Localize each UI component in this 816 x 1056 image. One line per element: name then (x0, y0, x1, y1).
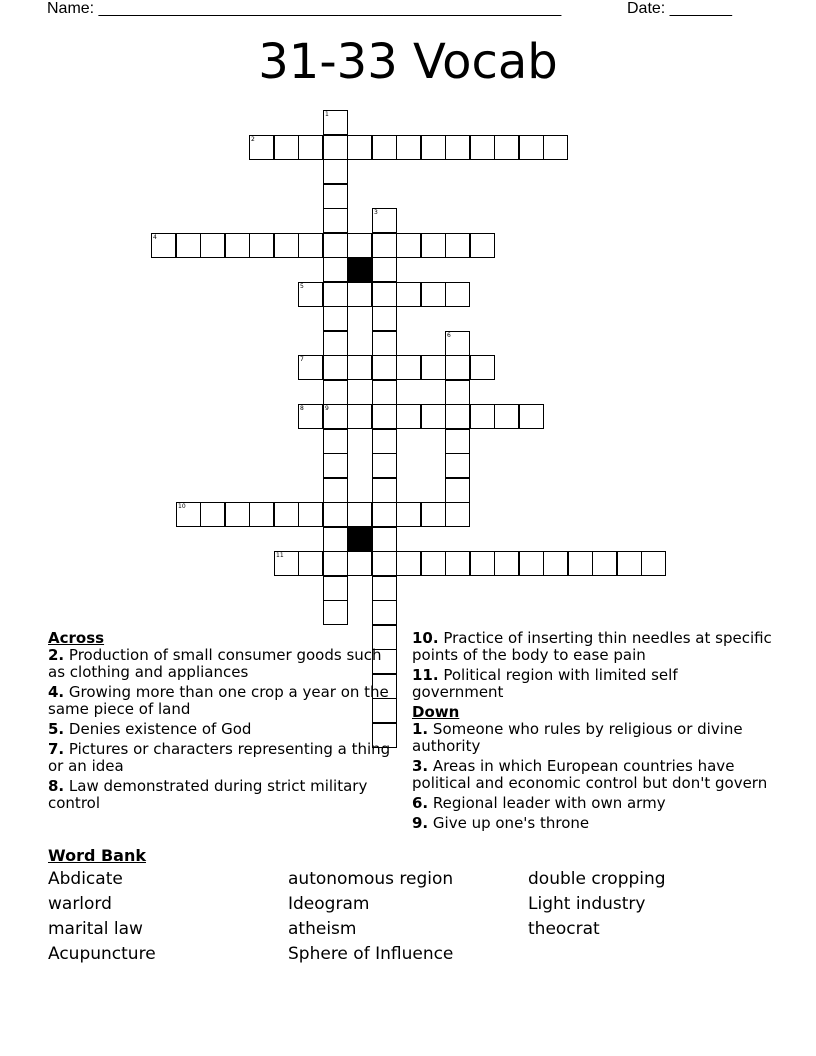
grid-cell[interactable] (396, 355, 421, 380)
grid-cell[interactable] (372, 576, 397, 601)
grid-cell[interactable] (323, 429, 348, 454)
grid-cell[interactable] (347, 551, 372, 576)
grid-cell[interactable] (372, 404, 397, 429)
clue-across-5 (48, 721, 396, 738)
clue-number: 8. (48, 777, 65, 795)
grid-cell[interactable] (323, 233, 348, 258)
clue-text: Give up one's throne (432, 814, 590, 832)
clue-text: Political region with limited self government (412, 666, 678, 701)
grid-cell[interactable] (372, 551, 397, 576)
clue-across-2 (48, 647, 396, 681)
grid-cell[interactable] (176, 502, 201, 527)
clue-number: 6. (412, 794, 429, 812)
grid-cell[interactable] (396, 135, 421, 160)
grid-cell[interactable] (421, 551, 446, 576)
word-bank-item: Sphere of Influence (288, 944, 454, 964)
clue-number: 1. (412, 720, 429, 738)
grid-cell[interactable] (445, 282, 470, 307)
grid-cell[interactable] (249, 233, 274, 258)
grid-cell[interactable] (494, 404, 519, 429)
grid-cell[interactable] (347, 502, 372, 527)
grid-cell[interactable] (274, 135, 299, 160)
grid-cell[interactable] (323, 453, 348, 478)
grid-cell[interactable] (445, 429, 470, 454)
grid-cell[interactable] (225, 502, 250, 527)
word-bank-item: Ideogram (288, 894, 370, 914)
clue-text: Production of small consumer goods such as clothing and appliances (48, 646, 382, 681)
grid-cell[interactable] (494, 135, 519, 160)
grid-cell[interactable] (200, 502, 225, 527)
clue-number: 7. (48, 740, 65, 758)
clue-number: 2. (48, 646, 65, 664)
grid-cell[interactable] (323, 208, 348, 233)
across-clues (48, 630, 396, 815)
clue-text: Law demonstrated during strict military control (48, 777, 368, 812)
clue-number-label: 7 (300, 356, 304, 363)
grid-cell[interactable] (396, 404, 421, 429)
clue-number: 10. (412, 629, 439, 647)
grid-cell[interactable] (298, 355, 323, 380)
grid-cell[interactable] (445, 233, 470, 258)
right-clues (412, 630, 772, 835)
grid-cell[interactable] (421, 135, 446, 160)
grid-cell[interactable] (617, 551, 642, 576)
clue-across-8 (48, 778, 396, 812)
grid-cell[interactable] (470, 355, 495, 380)
grid-cell[interactable] (568, 551, 593, 576)
word-bank (48, 846, 768, 964)
grid-cell[interactable] (225, 233, 250, 258)
grid-cell[interactable] (323, 159, 348, 184)
grid-cell[interactable] (421, 355, 446, 380)
grid-cell[interactable] (323, 306, 348, 331)
grid-cell[interactable] (323, 600, 348, 625)
clue-number-label: 8 (300, 405, 304, 412)
name-field[interactable]: Name: ____________________________________________________ (47, 0, 562, 17)
grid-cell[interactable] (396, 551, 421, 576)
grid-cell[interactable] (323, 282, 348, 307)
word-bank-item: warlord (48, 894, 112, 914)
word-bank-heading: Word Bank (48, 846, 147, 865)
grid-cell[interactable] (494, 551, 519, 576)
grid-cell[interactable] (445, 551, 470, 576)
word-bank-item: Acupuncture (48, 944, 156, 964)
clue-text: Pictures or characters representing a thing or an idea (48, 740, 391, 775)
grid-cell[interactable] (323, 110, 348, 135)
grid-cell[interactable] (470, 135, 495, 160)
grid-cell[interactable] (421, 404, 446, 429)
clue-number-label: 11 (276, 552, 284, 559)
grid-cell[interactable] (445, 404, 470, 429)
grid-cell[interactable] (543, 135, 568, 160)
grid-cell[interactable] (347, 355, 372, 380)
clue-number-label: 6 (447, 332, 451, 339)
word-bank-item: marital law (48, 919, 143, 939)
grid-cell[interactable] (372, 306, 397, 331)
word-bank-item: Light industry (528, 894, 646, 914)
grid-cell[interactable] (445, 478, 470, 503)
grid-cell[interactable] (519, 135, 544, 160)
grid-cell[interactable] (298, 551, 323, 576)
grid-cell[interactable] (249, 135, 274, 160)
clue-across-4 (48, 684, 396, 718)
grid-cell[interactable] (421, 282, 446, 307)
grid-cell[interactable] (445, 135, 470, 160)
grid-cell[interactable] (323, 355, 348, 380)
grid-cell[interactable] (372, 282, 397, 307)
grid-cell[interactable] (372, 527, 397, 552)
grid-cell[interactable] (347, 135, 372, 160)
grid-cell[interactable] (347, 233, 372, 258)
grid-cell[interactable] (323, 135, 348, 160)
grid-cell[interactable] (543, 551, 568, 576)
grid-cell[interactable] (372, 478, 397, 503)
grid-cell[interactable] (396, 282, 421, 307)
grid-cell[interactable] (372, 233, 397, 258)
date-field[interactable]: Date: _______ (627, 0, 732, 17)
grid-cell[interactable] (323, 404, 348, 429)
clue-text: Areas in which European countries have political and economic control but don't govern (412, 757, 768, 792)
clue-number-label: 9 (325, 405, 329, 412)
grid-cell[interactable] (323, 380, 348, 405)
grid-cell[interactable] (298, 282, 323, 307)
clue-down-9 (412, 815, 772, 832)
clue-number-label: 5 (300, 283, 304, 290)
grid-cell[interactable] (421, 502, 446, 527)
clue-text: Growing more than one crop a year on the same piece of land (48, 683, 389, 718)
word-bank-item: autonomous region (288, 869, 454, 889)
clue-number-label: 1 (325, 111, 329, 118)
grid-cell[interactable] (421, 233, 446, 258)
clue-number: 5. (48, 720, 65, 738)
clue-text: Practice of inserting thin needles at specific points of the body to ease pain (412, 629, 772, 664)
clue-text: Someone who rules by religious or divine authority (412, 720, 743, 755)
blocked-cell (347, 527, 372, 552)
grid-cell[interactable] (200, 233, 225, 258)
grid-cell[interactable] (372, 208, 397, 233)
grid-cell[interactable] (519, 404, 544, 429)
grid-cell[interactable] (372, 502, 397, 527)
grid-cell[interactable] (592, 551, 617, 576)
grid-cell[interactable] (470, 233, 495, 258)
grid-cell[interactable] (445, 331, 470, 356)
grid-cell[interactable] (372, 453, 397, 478)
grid-cell[interactable] (298, 404, 323, 429)
grid-cell[interactable] (323, 257, 348, 282)
clue-text: Denies existence of God (68, 720, 252, 738)
down-heading: Down (412, 703, 460, 721)
word-bank-item: Abdicate (48, 869, 123, 889)
grid-cell[interactable] (298, 233, 323, 258)
clue-number: 3. (412, 757, 429, 775)
grid-cell[interactable] (372, 600, 397, 625)
grid-cell[interactable] (470, 551, 495, 576)
grid-cell[interactable] (396, 233, 421, 258)
grid-cell[interactable] (347, 404, 372, 429)
grid-cell[interactable] (323, 551, 348, 576)
grid-cell[interactable] (323, 184, 348, 209)
crossword-grid (0, 110, 816, 630)
grid-cell[interactable] (323, 331, 348, 356)
grid-cell[interactable] (470, 404, 495, 429)
grid-cell[interactable] (372, 380, 397, 405)
grid-cell[interactable] (372, 429, 397, 454)
grid-cell[interactable] (249, 502, 274, 527)
word-bank-item: theocrat (528, 919, 600, 939)
page-title: 31-33 Vocab (258, 34, 558, 90)
grid-cell[interactable] (445, 453, 470, 478)
word-bank-list (48, 869, 768, 964)
grid-cell[interactable] (347, 282, 372, 307)
word-bank-item: double cropping (528, 869, 666, 889)
across-heading: Across (48, 629, 105, 647)
grid-cell[interactable] (396, 502, 421, 527)
grid-cell[interactable] (445, 380, 470, 405)
clue-down-3 (412, 758, 772, 792)
word-bank-item: atheism (288, 919, 357, 939)
grid-cell[interactable] (372, 135, 397, 160)
grid-cell[interactable] (323, 576, 348, 601)
grid-cell[interactable] (372, 331, 397, 356)
clue-number-label: 4 (153, 234, 157, 241)
grid-cell[interactable] (151, 233, 176, 258)
grid-cell[interactable] (372, 355, 397, 380)
grid-cell[interactable] (445, 355, 470, 380)
clue-number: 11. (412, 666, 439, 684)
grid-cell[interactable] (323, 478, 348, 503)
clue-down-6 (412, 795, 772, 812)
grid-cell[interactable] (323, 502, 348, 527)
grid-cell[interactable] (274, 502, 299, 527)
clue-number-label: 10 (178, 503, 186, 510)
clue-down-1 (412, 721, 772, 755)
clue-across-10 (412, 630, 772, 664)
clue-text: Regional leader with own army (432, 794, 666, 812)
grid-cell[interactable] (641, 551, 666, 576)
clue-number-label: 3 (374, 209, 378, 216)
grid-cell[interactable] (445, 502, 470, 527)
blocked-cell (347, 257, 372, 282)
grid-cell[interactable] (298, 502, 323, 527)
grid-cell[interactable] (519, 551, 544, 576)
grid-cell[interactable] (176, 233, 201, 258)
clue-number: 4. (48, 683, 65, 701)
grid-cell[interactable] (298, 135, 323, 160)
grid-cell[interactable] (274, 551, 299, 576)
clue-number-label: 2 (251, 136, 255, 143)
grid-cell[interactable] (274, 233, 299, 258)
grid-cell[interactable] (372, 257, 397, 282)
clue-number: 9. (412, 814, 429, 832)
clue-across-7 (48, 741, 396, 775)
grid-cell[interactable] (323, 527, 348, 552)
clue-across-11 (412, 667, 772, 701)
